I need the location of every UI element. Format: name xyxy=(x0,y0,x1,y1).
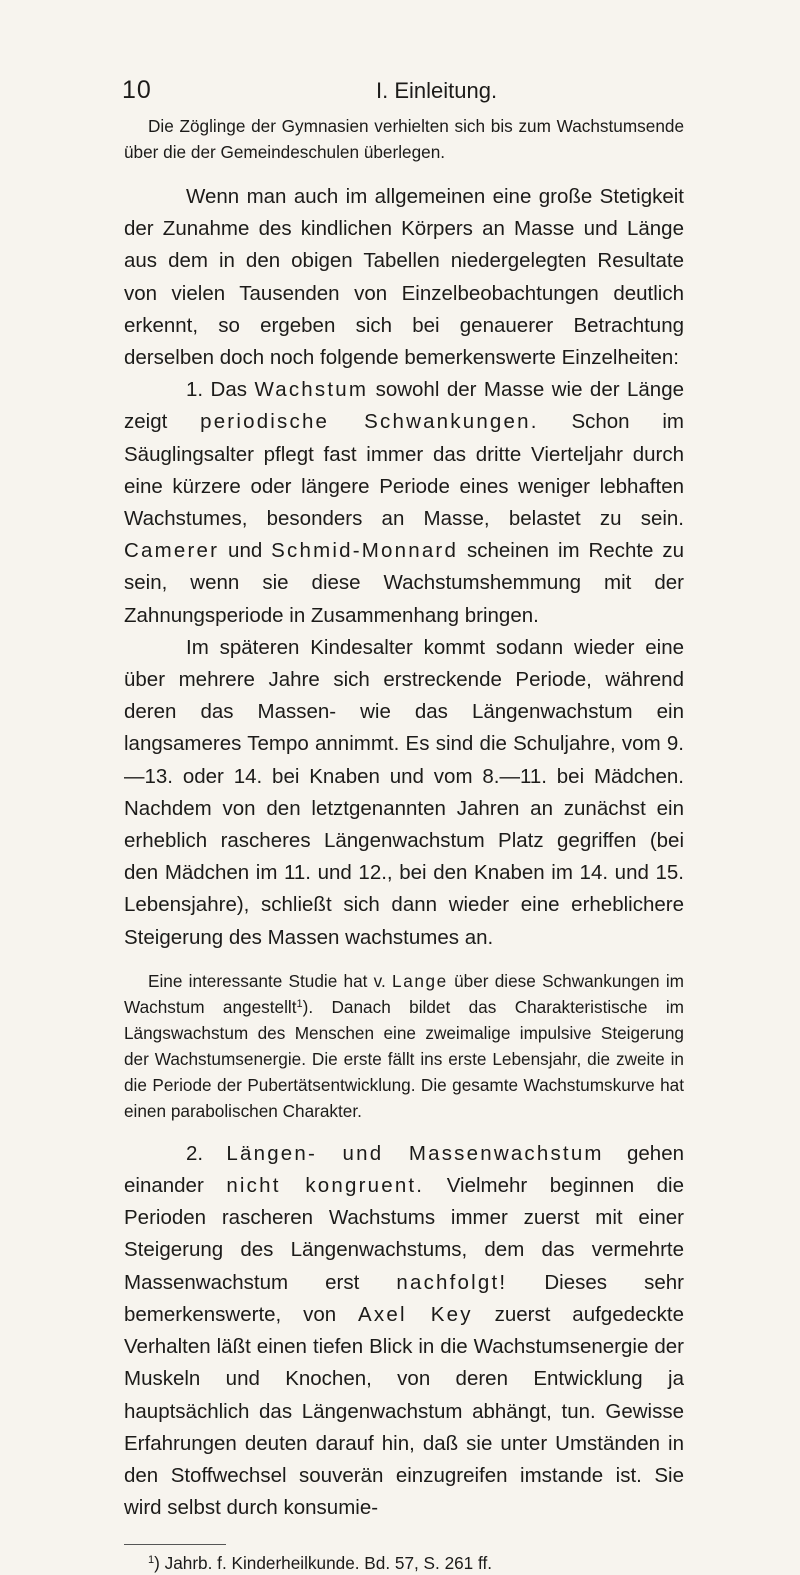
footnote-ref: 1 xyxy=(296,997,303,1010)
point-1-text-c: und xyxy=(219,539,272,563)
point-2-text-b: Vielmehr beginnen die Perioden rascheren Wachstums immer zuerst mit einer Steigerung des Längenwachstums, dem das vermehrte Massenwachstum erst xyxy=(124,1174,685,1294)
point-2-number: 2. xyxy=(186,1141,227,1165)
paragraph-point-2 xyxy=(124,1138,684,1524)
paragraph-overview: Wenn man auch im allgemeinen eine große Stetigkeit der Zunahme des kindlichen Körpers an Masse und Länge aus dem in den obigen Tabellen niedergelegten Resultate von vielen Tausenden von Einzelbeobachtungen deutlich erkennt, so ergeben sich bei genauerer Betrachtung derselben doch noch folgende bemerkenswerte Einzelheiten: xyxy=(124,185,684,370)
note-text-b: über diese Schwankungen im Wachstum angestellt xyxy=(124,970,684,1017)
spaced-schmid-monnard: Schmid-Monnard xyxy=(271,539,459,563)
spaced-axel-key: Axel Key xyxy=(358,1302,473,1326)
footnote-text: ) Jahrb. f. Kinderheilkunde. Bd. 57, S. 261 ff. xyxy=(154,1553,493,1574)
spaced-nicht-kongruent: nicht kongruent. xyxy=(226,1174,425,1198)
page-body xyxy=(124,113,684,1575)
point-1-number: 1. Das xyxy=(186,378,255,402)
paragraph-school-years: Im späteren Kindesalter kommt sodann wieder eine über mehrere Jahre sich erstreckende Periode, während deren das Massen- wie das Längenwachstum ein langsameres Tempo annimmt. Es sind die Schuljahre, vom 9.—13. oder 14. bei Knaben und vom 8.—11. bei Mädchen. Nachdem von den letztgenannten Jahren an zunächst ein erheblich rascheres Längenwachstum Platz gegriffen (bei den Mädchen im 11. und 12., bei den Knaben im 14. und 15. Lebensjahre), schließt sich dann wieder eine erheblichere Steigerung des Massen wachstumes an. xyxy=(124,635,684,949)
point-2-text-d: zuerst aufgedeckte Verhalten läßt einen tiefen Blick in die Wachstumsenergie der Muskeln und Knochen, von deren Entwicklung ja hauptsächlich das Längenwachstum abhängt, tun. Gewisse Erfahrungen deuten darauf hin, daß sie unter Umständen in den Stoffwechsel souverän einzugreifen imstande ist. Sie wird selbst durch konsumie- xyxy=(124,1302,685,1520)
spaced-periodische-schwankungen: periodische Schwankungen. xyxy=(200,410,539,434)
footnote xyxy=(124,1551,684,1575)
point-1-text-a: sowohl der Masse wie der Länge zeigt xyxy=(124,378,685,434)
page-header xyxy=(0,76,800,110)
note-text-a: Eine interessante Studie hat v. xyxy=(148,970,393,991)
running-head: I. Einleitung. xyxy=(376,78,498,103)
point-2-text-a: gehen einander xyxy=(124,1141,685,1198)
spaced-nachfolgt: nachfolgt! xyxy=(396,1270,508,1294)
point-2-text-c: Dieses sehr bemerkenswerte, von xyxy=(124,1270,684,1326)
point-1-text-d: scheinen im Rechte zu sein, wenn sie diese Wachstumshemmung mit der Zahnungsperiode in Zusammenhang bringen. xyxy=(124,539,684,627)
spaced-laengen-massenwachstum: Längen- und Massenwachstum xyxy=(226,1141,604,1165)
spaced-camerer: Camerer xyxy=(124,539,220,563)
note-text-c: ). Danach bildet das Charakteristische im Längswachstum des Menschen eine zweimalige impulsive Steigerung der Wachstumsenergie. Die erste fällt ins erste Lebensjahr, die zweite in die Periode der Pubertätsentwicklung. Die gesamte Wachstumskurve hat einen parabolischen Charakter. xyxy=(124,996,684,1121)
footnote-divider xyxy=(124,1544,226,1545)
small-print-note xyxy=(124,968,684,1124)
footnote-mark: 1 xyxy=(148,1554,155,1567)
spaced-wachstum: Wachstum xyxy=(254,378,369,402)
point-1-text-b: Schon im Säuglingsalter pflegt fast immer das dritte Vierteljahr durch eine kürzere oder längere Periode eines weniger lebhaften Wachstumes, besonders an Masse, belastet zu sein. xyxy=(124,410,685,531)
paragraph-point-1 xyxy=(124,374,684,632)
page-number: 10 xyxy=(122,76,152,104)
intro-paragraph: Die Zöglinge der Gymnasien verhielten sich bis zum Wachstumsende über die der Gemeindeschulen überlegen. xyxy=(124,116,684,162)
spaced-lange: Lange xyxy=(392,970,448,991)
